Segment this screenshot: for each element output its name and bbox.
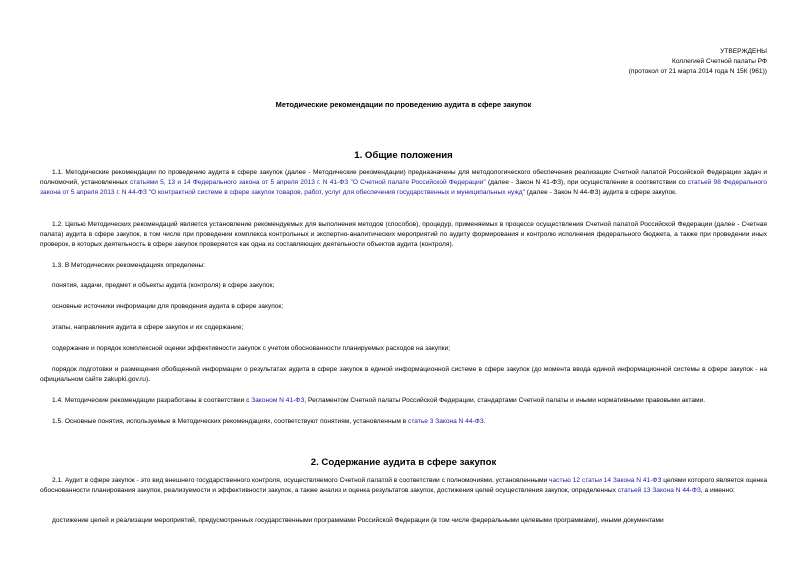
text: , а именно: bbox=[700, 486, 735, 494]
text: , Регламентом Счетной палаты Российской Федерации, стандартами Счетной палаты и иными нормативными правовыми актами. bbox=[304, 397, 706, 404]
approval-line-1: УТВЕРЖДЕНЫ bbox=[720, 48, 767, 55]
law-41-part-12-link[interactable]: частью 12 статьи 14 Закона N 41-ФЗ bbox=[549, 477, 662, 484]
text: 1.5. Основные понятия, используемые в Методических рекомендациях, соответствуют понятиям, установленным в bbox=[52, 418, 409, 425]
document-title: Методические рекомендации по проведению аудита в сфере закупок bbox=[275, 100, 532, 109]
paragraph-1-3: 1.3. В Методических рекомендациях определены: bbox=[52, 262, 206, 269]
law-44-article-13-link[interactable]: статьей 13 Закона N 44-ФЗ bbox=[617, 486, 701, 494]
paragraph-1-1 bbox=[40, 168, 767, 197]
text: 2.1. Аудит в сфере закупок - это вид внешнего государственного контроля, осуществляемого Счетной палатой в соответствии с полномочиями, установленными bbox=[52, 477, 550, 484]
law-44-article-3-link[interactable]: статье 3 Закона N 44-ФЗ bbox=[408, 418, 484, 425]
text: целями которого является оценка обоснованности планирования закупок, реализуемости и эффективности закупок, а также анализ и оценка результатов закупок, достижения целей осуществления закупок, определенных bbox=[40, 477, 767, 494]
list-item: порядок подготовки и размещения обобщенной информации о результатах аудита в сфере закупок в единой информационной системе в сфере закупок (до момента ввода единой информационной системы в сфере закупок - на официальном сайте zakupki.gov.ru). bbox=[40, 366, 767, 383]
text: (далее - Закон N 44-ФЗ) аудита в сфере закупок. bbox=[524, 188, 677, 196]
paragraph-2-goal: достижение целей и реализации мероприятий, предусмотренных государственными программами Российской Федерации (в том числе федеральными целевыми программами), иными документами bbox=[52, 517, 664, 524]
text: (далее - Закон N 41-ФЗ), при осуществлении в соответствии со bbox=[485, 178, 688, 186]
law-41-link[interactable]: Законом N 41-ФЗ bbox=[251, 397, 305, 404]
law-41-link[interactable]: статьями 5, 13 и 14 Федерального закона от 5 апреля 2013 г. N 41-ФЗ "О Счетной палате Российской Федерации" bbox=[129, 178, 486, 186]
text: . bbox=[483, 418, 486, 425]
approval-line-3: (протокол от 21 марта 2014 года N 15К (961)) bbox=[628, 68, 767, 75]
list-item: этапы, направления аудита в сфере закупок и их содержание; bbox=[52, 324, 244, 331]
list-item: основные источники информации для проведения аудита в сфере закупок; bbox=[52, 303, 284, 310]
text: 1.4. Методические рекомендации разработаны в соответствии с bbox=[52, 397, 252, 404]
paragraph-2-1 bbox=[40, 476, 767, 496]
list-item: содержание и порядок комплексной оценки эффективности закупок с учетом обоснованности планируемых расходов на закупки; bbox=[52, 345, 451, 352]
approval-block bbox=[629, 47, 767, 77]
approval-line-2: Коллегией Счетной палаты РФ bbox=[672, 58, 767, 65]
section-1-heading: 1. Общие положения bbox=[354, 150, 453, 161]
list-item: понятия, задачи, предмет и объекты аудита (контроля) в сфере закупок; bbox=[52, 282, 275, 289]
paragraph-1-2: 1.2. Целью Методических рекомендаций является установление рекомендуемых для выполнения методов (способов), процедур, применяемых в процессе осуществления Счетной палатой Российской Федерации (далее - Счетная палата) аудита в сфере закупок, в том числе при проведении комплекса контрольных и экспертно-аналитических мероприятий по аудиту формирования и контролю исполнения федерального бюджета, а также при проведении иных проверок, в которых деятельность в сфере закупок проверяется как одна из составляющих деятельности объектов аудита (контроля). bbox=[40, 221, 767, 248]
section-2-heading: 2. Содержание аудита в сфере закупок bbox=[310, 457, 497, 468]
paragraph-1-5 bbox=[40, 417, 767, 427]
text: 1.1. Методические рекомендации по проведению аудита в сфере закупок (далее - Методические рекомендации) предназначены для методологического обеспечения реализации Счетной палатой Российской Федерации задач и полномочий, установленных bbox=[40, 169, 767, 186]
law-44-link[interactable]: статьей 98 Федерального закона от 5 апреля 2013 г. N 44-ФЗ "О контрактной системе в сфере закупок товаров, работ, услуг для обеспечения государственных и муниципальных нужд" bbox=[40, 178, 767, 196]
paragraph-1-4 bbox=[40, 396, 767, 406]
